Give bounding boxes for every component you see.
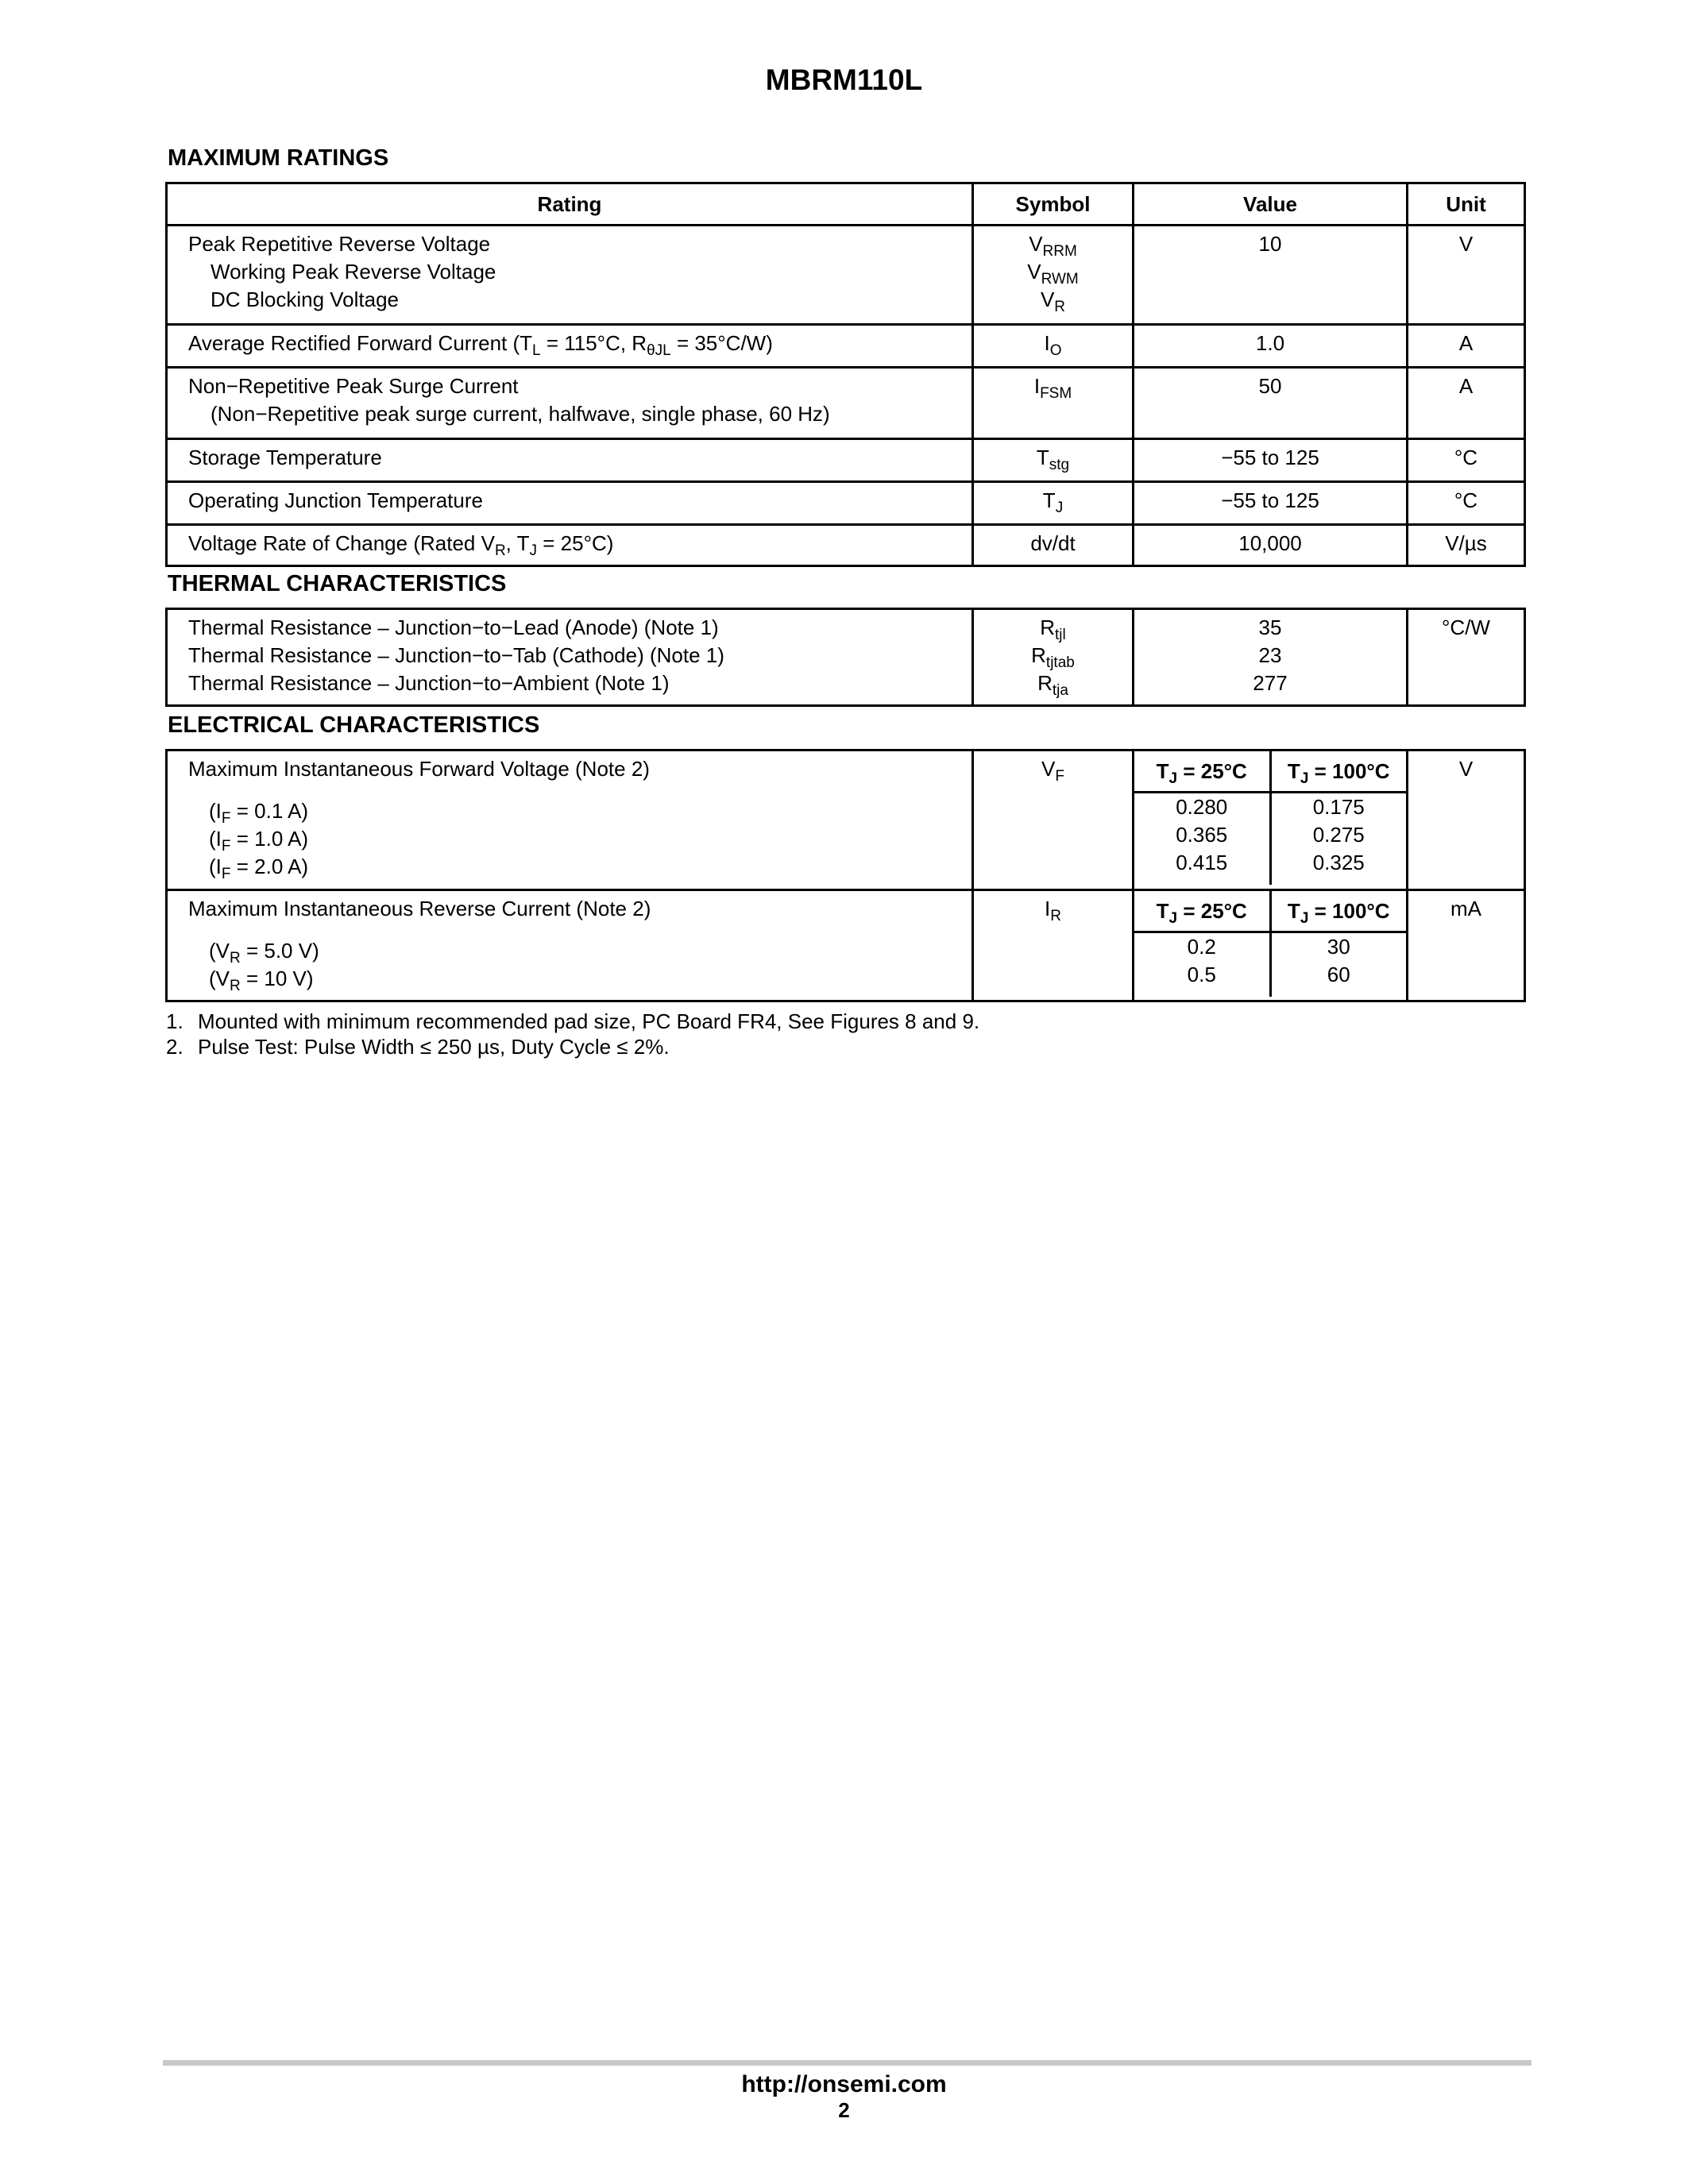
table-row	[167, 751, 1525, 890]
footer-url-link[interactable]: http://onsemi.com	[741, 2071, 947, 2097]
value: −55 to 125	[1221, 446, 1319, 469]
condition: ($V_R = 10$ V)	[209, 967, 314, 994]
rating-text: (Non−Repetitive peak surge current, halfwave, single phase, 60 Hz)	[211, 402, 830, 426]
page-title: MBRM110L	[765, 64, 923, 96]
reverse-values-grid	[1134, 891, 1406, 997]
rating-text: DC Blocking Voltage	[211, 287, 400, 311]
max-ratings-title: MAXIMUM RATINGS	[168, 145, 389, 171]
unit: °C	[1454, 488, 1478, 512]
value: 50	[1258, 374, 1282, 398]
symbol: $R_{tjl}$	[1040, 615, 1066, 643]
symbol: $V_R$	[1040, 287, 1066, 315]
header-value: Value	[1134, 183, 1408, 226]
value: −55 to 125	[1221, 488, 1319, 512]
symbol: $I_O$	[1044, 331, 1062, 359]
symbol: $I_R$	[1045, 897, 1061, 924]
thermal-label: Thermal Resistance – Junction−to−Ambient (Note 1)	[188, 671, 670, 695]
symbol: dv/dt	[1030, 531, 1076, 555]
tj-100-header: $T_J = 100^\circ C$	[1270, 891, 1406, 932]
value: 0.5	[1187, 963, 1216, 986]
condition: ($I_F = 0.1$ A)	[209, 799, 309, 827]
unit: V	[1458, 232, 1474, 256]
value: 0.280	[1176, 795, 1228, 819]
condition: ($I_F = 2.0$ A)	[209, 855, 309, 882]
value: 10,000	[1238, 531, 1302, 555]
unit: °C/W	[1442, 615, 1490, 639]
unit: V/µs	[1445, 531, 1487, 555]
footer-divider	[163, 2060, 1532, 2066]
unit: mA	[1450, 897, 1481, 920]
tj-100-header: $T_J = 100^\circ C$	[1270, 751, 1406, 793]
page-number: 2	[838, 2098, 850, 2122]
tj-25-header: $T_J = 25^\circ C$	[1156, 899, 1247, 927]
rating-text: Storage Temperature	[188, 446, 382, 469]
forward-voltage-label: Maximum Instantaneous Forward Voltage (Note 2)	[188, 757, 650, 781]
footnote: 2. Pulse Test: Pulse Width ≤ 250 µs, Duty Cycle ≤ 2%.	[166, 1035, 670, 1059]
symbol: $R_{tjtab}$	[1031, 643, 1075, 671]
unit: V	[1458, 757, 1474, 781]
reverse-current-label: Maximum Instantaneous Reverse Current (Note 2)	[188, 897, 651, 920]
unit: A	[1458, 331, 1474, 355]
value: 0.175	[1312, 795, 1365, 819]
header-unit: Unit	[1408, 183, 1525, 226]
header-row	[167, 183, 1525, 226]
condition: ($I_F = 1.0$ A)	[209, 827, 309, 855]
value: 60	[1327, 963, 1350, 986]
table-row	[167, 525, 1525, 566]
value: 10	[1258, 232, 1282, 256]
thermal-table	[165, 608, 1526, 707]
value: 23	[1258, 643, 1282, 667]
header-rating: Rating	[167, 183, 973, 226]
symbol: $V_{RWM}$	[1027, 260, 1079, 287]
rating-text: Average Rectified Forward Current ($T_L = 115^\circ C$, $R_{\theta JL} = 35^\circ C/W$)	[188, 331, 773, 359]
table-row	[167, 482, 1525, 525]
condition: ($V_R = 5.0$ V)	[209, 939, 319, 967]
header-symbol: Symbol	[973, 183, 1134, 226]
symbol: $V_F$	[1041, 757, 1064, 785]
footnote: 1. Mounted with minimum recommended pad size, PC Board FR4, See Figures 8 and 9.	[166, 1009, 980, 1033]
value: 35	[1258, 615, 1282, 639]
symbol: $R_{tja}$	[1037, 671, 1068, 699]
table-row	[167, 609, 1525, 706]
value: 277	[1253, 671, 1288, 695]
value: 0.275	[1312, 823, 1365, 847]
electrical-title: ELECTRICAL CHARACTERISTICS	[168, 712, 540, 738]
rating-text: Operating Junction Temperature	[188, 488, 483, 512]
value: 0.325	[1312, 851, 1365, 874]
unit: °C	[1454, 446, 1478, 469]
table-row	[167, 890, 1525, 1001]
table-row	[167, 439, 1525, 482]
footnotes	[166, 1009, 979, 1059]
thermal-label: Thermal Resistance – Junction−to−Tab (Cathode) (Note 1)	[188, 643, 724, 667]
rating-text: Peak Repetitive Reverse Voltage	[188, 232, 491, 256]
thermal-title: THERMAL CHARACTERISTICS	[168, 571, 507, 596]
symbol: $V_{RRM}$	[1029, 232, 1077, 260]
table-row	[167, 325, 1525, 368]
tj-25-header: $T_J = 25^\circ C$	[1156, 759, 1247, 787]
value: 0.415	[1176, 851, 1228, 874]
value: 0.365	[1176, 823, 1228, 847]
thermal-label: Thermal Resistance – Junction−to−Lead (Anode) (Note 1)	[188, 615, 719, 639]
forward-values-grid	[1134, 751, 1406, 885]
unit: A	[1458, 374, 1474, 398]
max-ratings-table	[165, 182, 1526, 567]
value: 0.2	[1187, 935, 1216, 959]
value: 30	[1327, 935, 1350, 959]
rating-text: Non−Repetitive Peak Surge Current	[188, 374, 519, 398]
table-row	[167, 226, 1525, 325]
value: 1.0	[1255, 331, 1285, 355]
symbol: $T_J$	[1042, 488, 1064, 516]
rating-text: Working Peak Reverse Voltage	[211, 260, 496, 284]
table-row	[167, 368, 1525, 439]
electrical-table	[165, 749, 1526, 1002]
symbol: $I_{FSM}$	[1033, 374, 1072, 402]
symbol: $T_{stg}$	[1036, 446, 1070, 473]
rating-text: Voltage Rate of Change (Rated $V_R$, $T_J = 25^\circ C$)	[188, 531, 614, 559]
